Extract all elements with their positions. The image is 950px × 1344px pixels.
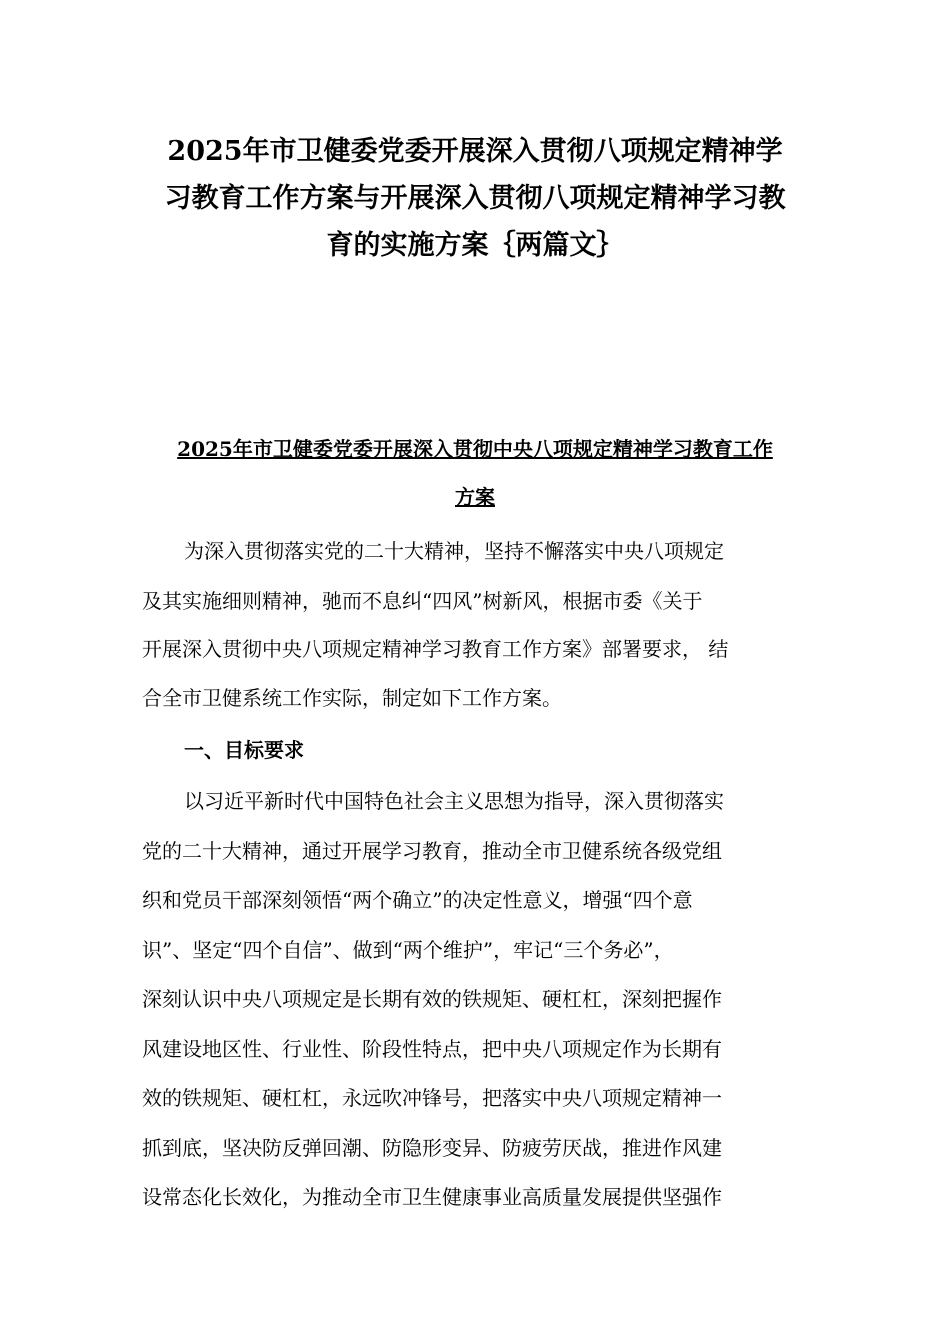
section-title-line-1: 2025年市卫健委党委开展深入贯彻中央八项规定精神学习教育工作 bbox=[177, 437, 773, 461]
heading-target-requirements: 一、目标要求 bbox=[184, 738, 304, 762]
paragraph-1-line-1: 为深入贯彻落实党的二十大精神，坚持不懈落实中央八项规定 bbox=[184, 539, 724, 563]
paragraph-2-line-9: 设常态化长效化，为推动全市卫生健康事业高质量发展提供坚强作 bbox=[142, 1185, 722, 1209]
main-title-line-3: 育的实施方案｛两篇文｝ bbox=[326, 230, 624, 261]
paragraph-2-line-5: 深刻认识中央八项规定是长期有效的铁规矩、硬杠杠，深刻把握作 bbox=[142, 987, 722, 1011]
paragraph-1-line-3: 开展深入贯彻中央八项规定精神学习教育工作方案》部署要求， 结 bbox=[142, 637, 729, 661]
paragraph-2-line-8: 抓到底，坚决防反弹回潮、防隐形变异、防疲劳厌战，推进作风建 bbox=[142, 1136, 722, 1160]
main-title-line-2: 习教育工作方案与开展深入贯彻八项规定精神学习教 bbox=[164, 183, 786, 214]
section-title-line-2: 方案 bbox=[455, 485, 495, 509]
main-title-line-1: 2025年市卫健委党委开展深入贯彻八项规定精神学 bbox=[167, 136, 783, 167]
paragraph-1-line-4: 合全市卫健系统工作实际，制定如下工作方案。 bbox=[142, 686, 562, 710]
paragraph-2-line-6: 风建设地区性、行业性、阶段性特点，把中央八项规定作为长期有 bbox=[142, 1037, 722, 1061]
paragraph-2-line-7: 效的铁规矩、硬杠杠，永远吹冲锋号，把落实中央八项规定精神一 bbox=[142, 1086, 722, 1110]
paragraph-2-line-4: 识”、坚定“四个自信”、做到“两个维护”，牢记“三个务必”， bbox=[142, 938, 674, 962]
paragraph-2-line-3: 织和党员干部深刻领悟“两个确立”的决定性意义，增强“四个意 bbox=[142, 888, 693, 912]
paragraph-1-line-2: 及其实施细则精神，驰而不息纠“四风”树新风，根据市委《关于 bbox=[142, 589, 703, 613]
paragraph-2-line-2: 党的二十大精神，通过开展学习教育，推动全市卫健系统各级党组 bbox=[142, 839, 722, 863]
paragraph-2-line-1: 以习近平新时代中国特色社会主义思想为指导，深入贯彻落实 bbox=[184, 789, 724, 813]
